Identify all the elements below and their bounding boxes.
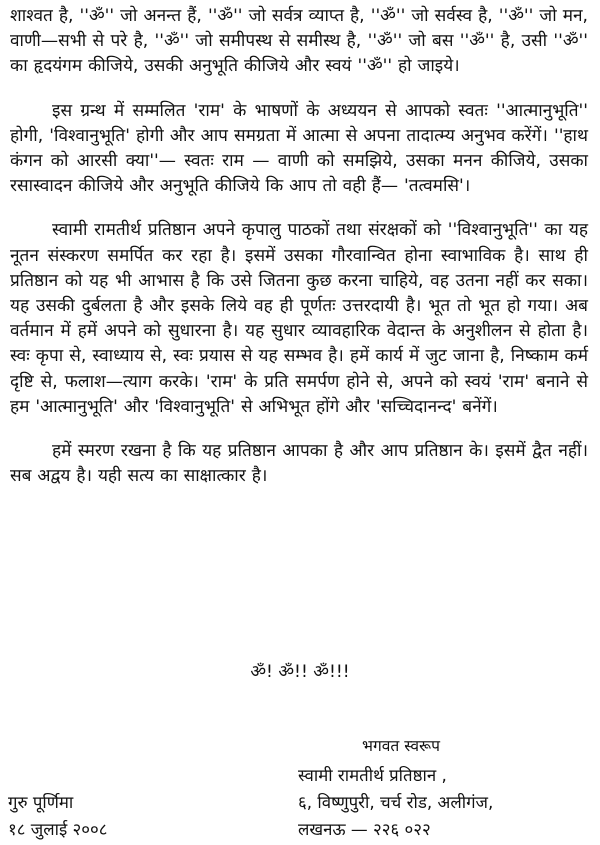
paragraph-granth: इस ग्रन्थ में सम्मलित 'राम' के भाषणों के अध्ययन से आपको स्वतः ''आत्मानुभूति'' होगी, 'विश्वानुभूति' होगी और आप समग्रता में आत्मा से अपना तादात्म्य अनुभव करेंगें। ''हाथ कंगन को आरसी क्या''— स्वतः राम — वाणी को समझिये, उसका मनन कीजिये, उसका रसास्वादन कीजिये और अनुभूति कीजिये कि आप तो वही हैं— 'तत्वमसि'।: [10, 100, 588, 197]
signatory-name: भगवत स्वरूप: [362, 737, 440, 755]
address-line: ६, विष्णुपुरी, चर्च रोड, अलीगंज,: [298, 792, 494, 812]
om-chant: ॐ! ॐ!! ॐ!!!: [250, 662, 350, 682]
paragraph-pratishthan: स्वामी रामतीर्थ प्रतिष्ठान अपने कृपालु पाठकों तथा संरक्षकों को ''विश्वानुभूति'' का यह नूतन संस्करण समर्पित कर रहा है। इसमें उसका गौरवान्वित होना स्वाभाविक है। साथ ही प्रतिष्ठान को यह भी आभास है कि उसे जितना कुछ करना चाहिये, वह उतना नहीं कर सका। यह उसकी दुर्बलता है और इसके लिये वह ही पूर्णतः उत्तरदायी है। भूत तो भूत हो गया। अब वर्तमान में हमें अपने को सुधारना है। यह सुधार व्यावहारिक वेदान्त के अनुशीलन से होता है। स्वः कृपा से, स्वाध्याय से, स्वः प्रयास से यह सम्भव है। हमें कार्य में जुट जाना है, निष्काम कर्म दृष्टि से, फलाश—त्याग करके। 'राम' के प्रति समर्पण होने से, अपने को स्वयं 'राम' बनाने से हम 'आत्मानुभूति' और 'विश्वानुभूति' से अभिभूत होंगे और 'सच्चिदानन्द' बनेंगें।: [10, 220, 588, 417]
paragraph-smaran: हमें स्मरण रखना है कि यह प्रतिष्ठान आपका है और आप प्रतिष्ठान के। इसमें द्वैत नहीं। सब अद्वय है। यही सत्य का साक्षात्कार है।: [10, 441, 588, 487]
date-line: १८ जुलाई २००८: [8, 819, 108, 839]
signature-block: [298, 762, 493, 843]
occasion: गुरु पूर्णिमा: [8, 792, 74, 812]
paragraph-shashvat: शाश्वत है, ''ॐ'' जो अनन्त हैं, ''ॐ'' जो सर्वत्र व्याप्त है, ''ॐ'' जो सर्वस्व है, ''ॐ'' जो मन, वाणी—सभी से परे है, ''ॐ'' जो समीपस्थ से समीस्थ है, ''ॐ'' जो बस ''ॐ'' है, उसी ''ॐ'' का हृदयंगम कीजिये, उसकी अनुभूति कीजिये और स्वयं ''ॐ'' हो जाइये।: [10, 6, 588, 77]
date-block: [8, 789, 107, 843]
organization-name: स्वामी रामतीर्थ प्रतिष्ठान ,: [298, 765, 447, 785]
city-pincode: लखनऊ — २२६ ०२२: [298, 819, 431, 839]
